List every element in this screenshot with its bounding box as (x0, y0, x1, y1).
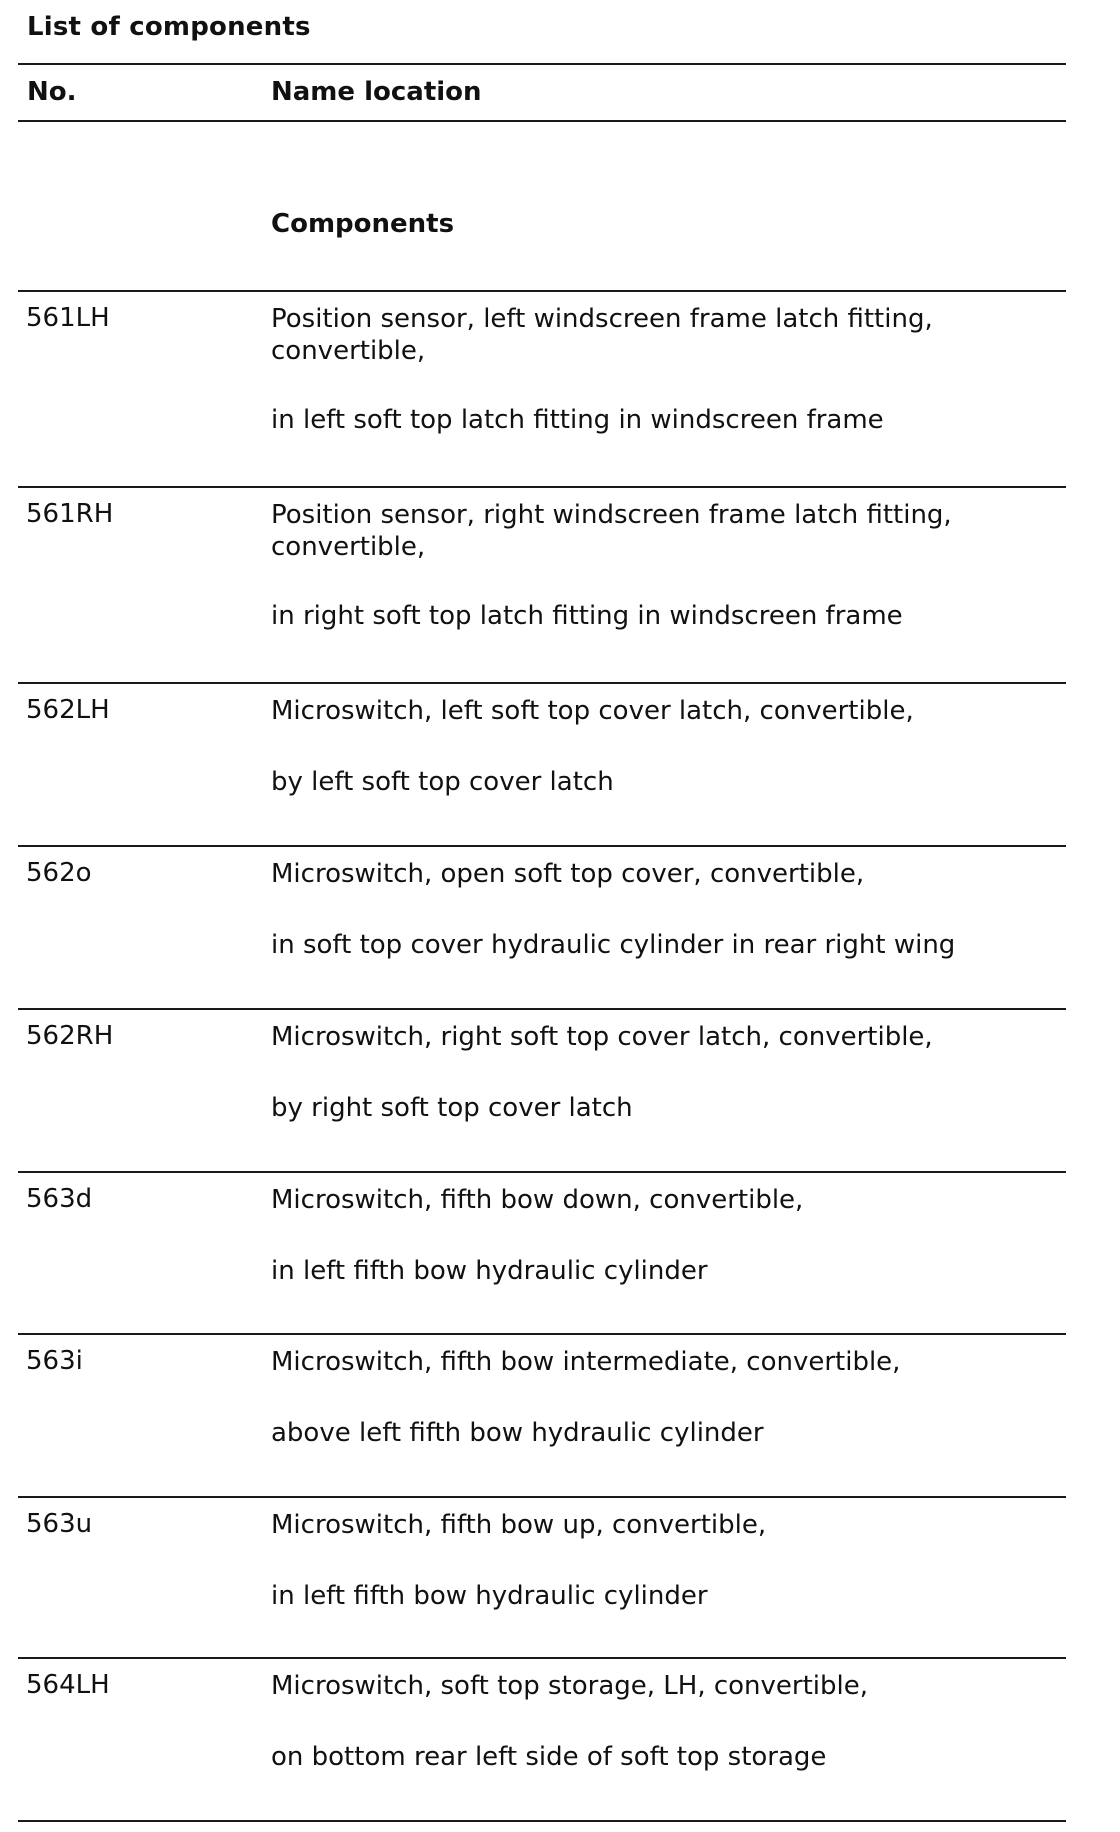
component-number: 561RH (26, 499, 114, 529)
component-location: above left fifth bow hydraulic cylinder (271, 1418, 764, 1448)
row-divider (18, 290, 1066, 292)
title-divider (18, 63, 1066, 65)
component-number: 563i (26, 1346, 83, 1376)
component-name: Microswitch, right soft top cover latch, convertible, (271, 1022, 933, 1052)
row-divider (18, 1496, 1066, 1498)
component-name: Microswitch, fifth bow up, convertible, (271, 1510, 767, 1540)
component-number: 562RH (26, 1021, 114, 1051)
section-heading: Components (271, 209, 455, 239)
row-divider (18, 1333, 1066, 1335)
row-divider (18, 845, 1066, 847)
row-divider (18, 1171, 1066, 1173)
component-location: by left soft top cover latch (271, 767, 614, 797)
component-name: Microswitch, left soft top cover latch, convertible, (271, 696, 914, 726)
component-location: on bottom rear left side of soft top storage (271, 1742, 827, 1772)
component-number: 561LH (26, 303, 110, 333)
component-name: Position sensor, left windscreen frame latch fitting, convertible, (271, 304, 933, 366)
component-location: by right soft top cover latch (271, 1093, 633, 1123)
component-name: Microswitch, fifth bow down, convertible, (271, 1185, 804, 1215)
component-number: 564LH (26, 1670, 110, 1700)
table-bottom-divider (18, 1820, 1066, 1822)
component-number: 563d (26, 1184, 93, 1214)
component-location: in left fifth bow hydraulic cylinder (271, 1581, 708, 1611)
component-number: 562o (26, 858, 92, 888)
component-number: 563u (26, 1509, 93, 1539)
column-header-name-location: Name location (271, 77, 482, 107)
row-divider (18, 682, 1066, 684)
component-location: in left fifth bow hydraulic cylinder (271, 1256, 708, 1286)
component-name: Microswitch, soft top storage, LH, convertible, (271, 1671, 869, 1701)
component-name: Microswitch, fifth bow intermediate, convertible, (271, 1347, 901, 1377)
header-divider (18, 120, 1066, 122)
component-location: in right soft top latch fitting in windscreen frame (271, 601, 903, 631)
component-name: Microswitch, open soft top cover, convertible, (271, 859, 865, 889)
document-title: List of components (27, 12, 311, 42)
component-number: 562LH (26, 695, 110, 725)
component-name: Position sensor, right windscreen frame latch fitting, convertible, (271, 500, 952, 562)
component-location: in left soft top latch fitting in windscreen frame (271, 405, 884, 435)
component-location: in soft top cover hydraulic cylinder in rear right wing (271, 930, 956, 960)
column-header-no: No. (27, 77, 77, 107)
row-divider (18, 486, 1066, 488)
row-divider (18, 1657, 1066, 1659)
row-divider (18, 1008, 1066, 1010)
